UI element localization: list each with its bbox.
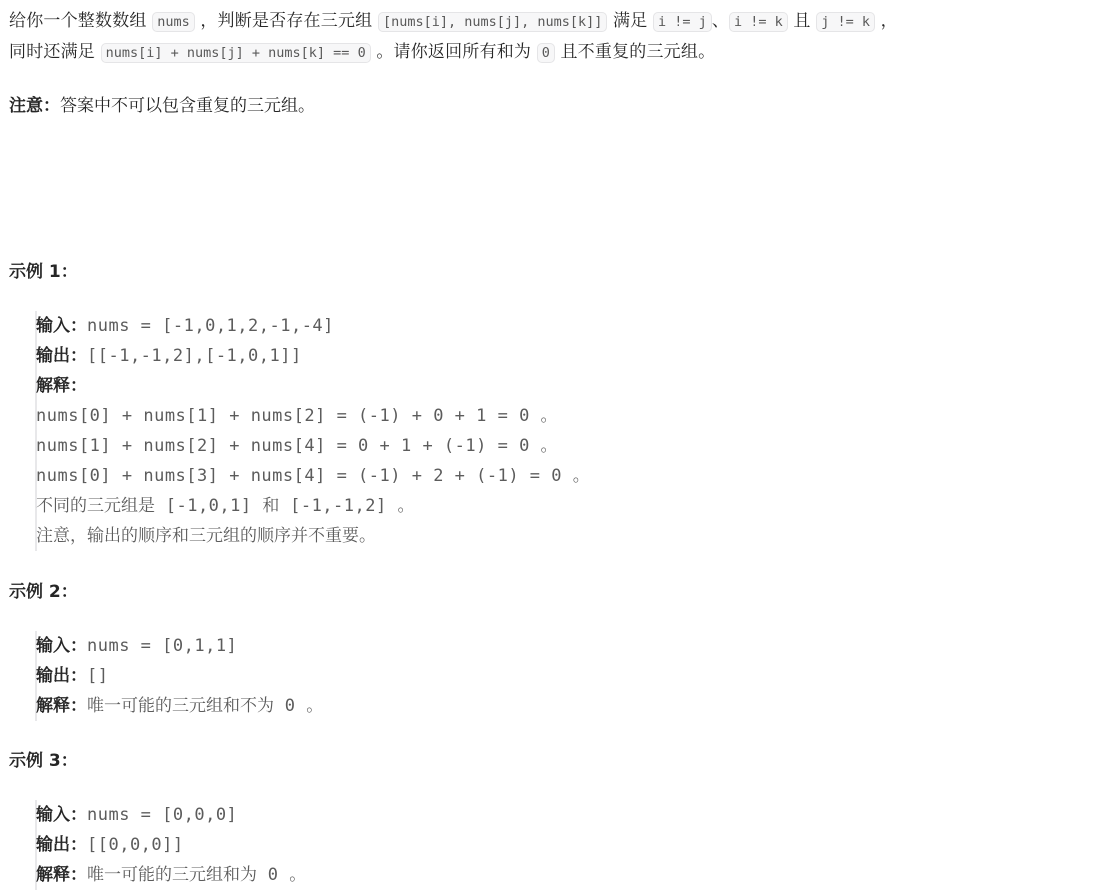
example-2-block xyxy=(35,631,323,721)
explain-code: 0 xyxy=(274,696,307,716)
inline-code: 0 xyxy=(537,43,555,63)
explain-label: 解释： xyxy=(36,376,87,396)
desc-text: 且不重复的三元组。 xyxy=(560,42,716,62)
desc-text: 、 xyxy=(711,11,730,31)
output-label: 输出： xyxy=(36,346,87,366)
desc-text: ，判断是否存在三元组 xyxy=(200,11,373,31)
explain-text: 注意，输出的顺序和三元组的顺序并不重要。 xyxy=(36,526,376,546)
desc-text: 同时还满足 xyxy=(9,42,95,62)
output-value: [[-1,-1,2],[-1,0,1]] xyxy=(87,346,302,366)
input-value: nums = [0,1,1] xyxy=(87,636,238,656)
explain-text: 唯一可能的三元组和不为 xyxy=(87,696,274,716)
inline-code: nums xyxy=(152,12,195,32)
example-1-title: 示例 1： xyxy=(9,262,78,282)
example-1-block xyxy=(35,311,590,551)
input-label: 输入： xyxy=(36,805,87,825)
inline-code: nums[i] + nums[j] + nums[k] == 0 xyxy=(101,43,371,63)
inline-code: j != k xyxy=(816,12,875,32)
explain-label: 解释： xyxy=(36,865,87,885)
example-3-block xyxy=(35,800,306,890)
problem-description xyxy=(9,6,1109,68)
explain-code: 0 xyxy=(257,865,290,885)
output-value: [] xyxy=(87,666,109,686)
explain-line: nums[0] + nums[1] + nums[2] = (-1) + 0 + 1 = 0 。 xyxy=(36,406,559,426)
explain-line: nums[0] + nums[3] + nums[4] = (-1) + 2 + (-1) = 0 。 xyxy=(36,466,591,486)
output-value: [[0,0,0]] xyxy=(87,835,184,855)
explain-line: nums[1] + nums[2] + nums[4] = 0 + 1 + (-1) = 0 。 xyxy=(36,436,559,456)
example-3-title: 示例 3： xyxy=(9,751,78,771)
desc-text: ， xyxy=(880,11,898,31)
desc-text: 给你一个整数数组 xyxy=(9,11,147,31)
explain-code: [-1,-1,2] xyxy=(279,496,398,516)
explain-text: 不同的三元组是 xyxy=(36,496,155,516)
input-value: nums = [0,0,0] xyxy=(87,805,238,825)
output-label: 输出： xyxy=(36,666,87,686)
input-value: nums = [-1,0,1,2,-1,-4] xyxy=(87,316,334,336)
desc-text: 且 xyxy=(793,11,811,31)
explain-text: 唯一可能的三元组和为 xyxy=(87,865,257,885)
input-label: 输入： xyxy=(36,636,87,656)
inline-code: i != k xyxy=(729,12,788,32)
note-text: 答案中不可以包含重复的三元组。 xyxy=(60,96,315,116)
description-line-2 xyxy=(9,37,1109,68)
desc-text: 。请你返回所有和为 xyxy=(376,42,532,62)
note xyxy=(9,91,315,121)
output-label: 输出： xyxy=(36,835,87,855)
inline-code: i != j xyxy=(653,12,712,32)
note-label: 注意： xyxy=(9,96,60,116)
explain-label: 解释： xyxy=(36,696,87,716)
explain-text: 。 xyxy=(397,496,415,516)
explain-text: 。 xyxy=(306,696,324,716)
explain-code: [-1,0,1] xyxy=(155,496,263,516)
description-line-1 xyxy=(9,6,1109,37)
example-2-title: 示例 2： xyxy=(9,582,78,602)
explain-text: 和 xyxy=(262,496,280,516)
inline-code: [nums[i], nums[j], nums[k]] xyxy=(378,12,607,32)
desc-text: 满足 xyxy=(613,11,648,31)
explain-text: 。 xyxy=(289,865,307,885)
input-label: 输入： xyxy=(36,316,87,336)
